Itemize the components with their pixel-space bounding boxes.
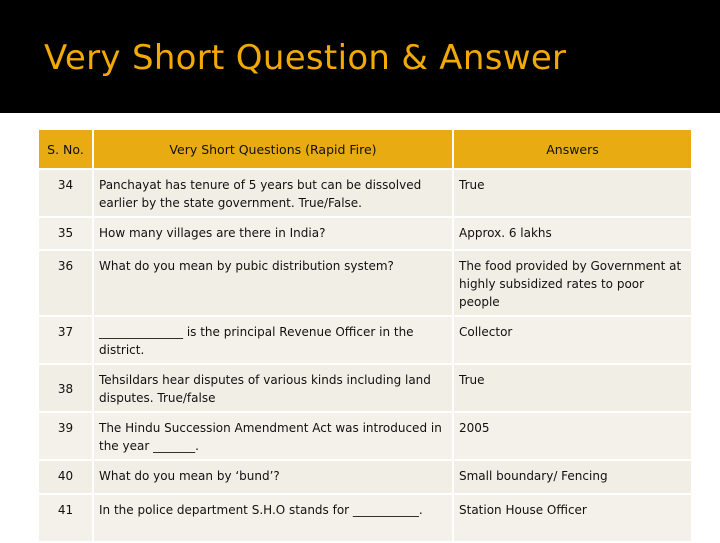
- row-number: 36: [39, 251, 92, 315]
- table-row: [39, 317, 691, 363]
- row-number: 35: [39, 218, 92, 249]
- title-bar: [0, 0, 720, 113]
- row-number: 38: [39, 365, 92, 411]
- slide-title: Very Short Question & Answer: [44, 38, 567, 78]
- row-number: 39: [39, 413, 92, 459]
- header-sno: S. No.: [39, 130, 92, 168]
- row-answer: Station House Officer: [454, 495, 691, 541]
- row-question: What do you mean by ‘bund’?: [94, 461, 452, 493]
- table-row: [39, 365, 691, 411]
- header-answer: Answers: [454, 130, 691, 168]
- row-answer: True: [454, 170, 691, 216]
- row-number: 41: [39, 495, 92, 541]
- row-number: 34: [39, 170, 92, 216]
- row-number: 40: [39, 461, 92, 493]
- table-row: [39, 461, 691, 493]
- row-question: What do you mean by pubic distribution system?: [94, 251, 452, 315]
- table-row: [39, 495, 691, 541]
- row-question: The Hindu Succession Amendment Act was introduced in the year _______.: [94, 413, 452, 459]
- table-row: [39, 170, 691, 216]
- row-answer: Approx. 6 lakhs: [454, 218, 691, 249]
- row-answer: Small boundary/ Fencing: [454, 461, 691, 493]
- row-answer: True: [454, 365, 691, 411]
- table-row: [39, 218, 691, 249]
- row-question: ______________ is the principal Revenue Officer in the district.: [94, 317, 452, 363]
- qa-table: [37, 128, 693, 543]
- row-answer: The food provided by Government at highly subsidized rates to poor people: [454, 251, 691, 315]
- row-question: Panchayat has tenure of 5 years but can be dissolved earlier by the state government. True/False.: [94, 170, 452, 216]
- row-answer: 2005: [454, 413, 691, 459]
- table-row: [39, 251, 691, 315]
- table-row: [39, 413, 691, 459]
- row-number: 37: [39, 317, 92, 363]
- row-answer: Collector: [454, 317, 691, 363]
- row-question: How many villages are there in India?: [94, 218, 452, 249]
- row-question: Tehsildars hear disputes of various kinds including land disputes. True/false: [94, 365, 452, 411]
- row-question: In the police department S.H.O stands for ___________.: [94, 495, 452, 541]
- header-question: Very Short Questions (Rapid Fire): [94, 130, 452, 168]
- table-header-row: [39, 130, 691, 168]
